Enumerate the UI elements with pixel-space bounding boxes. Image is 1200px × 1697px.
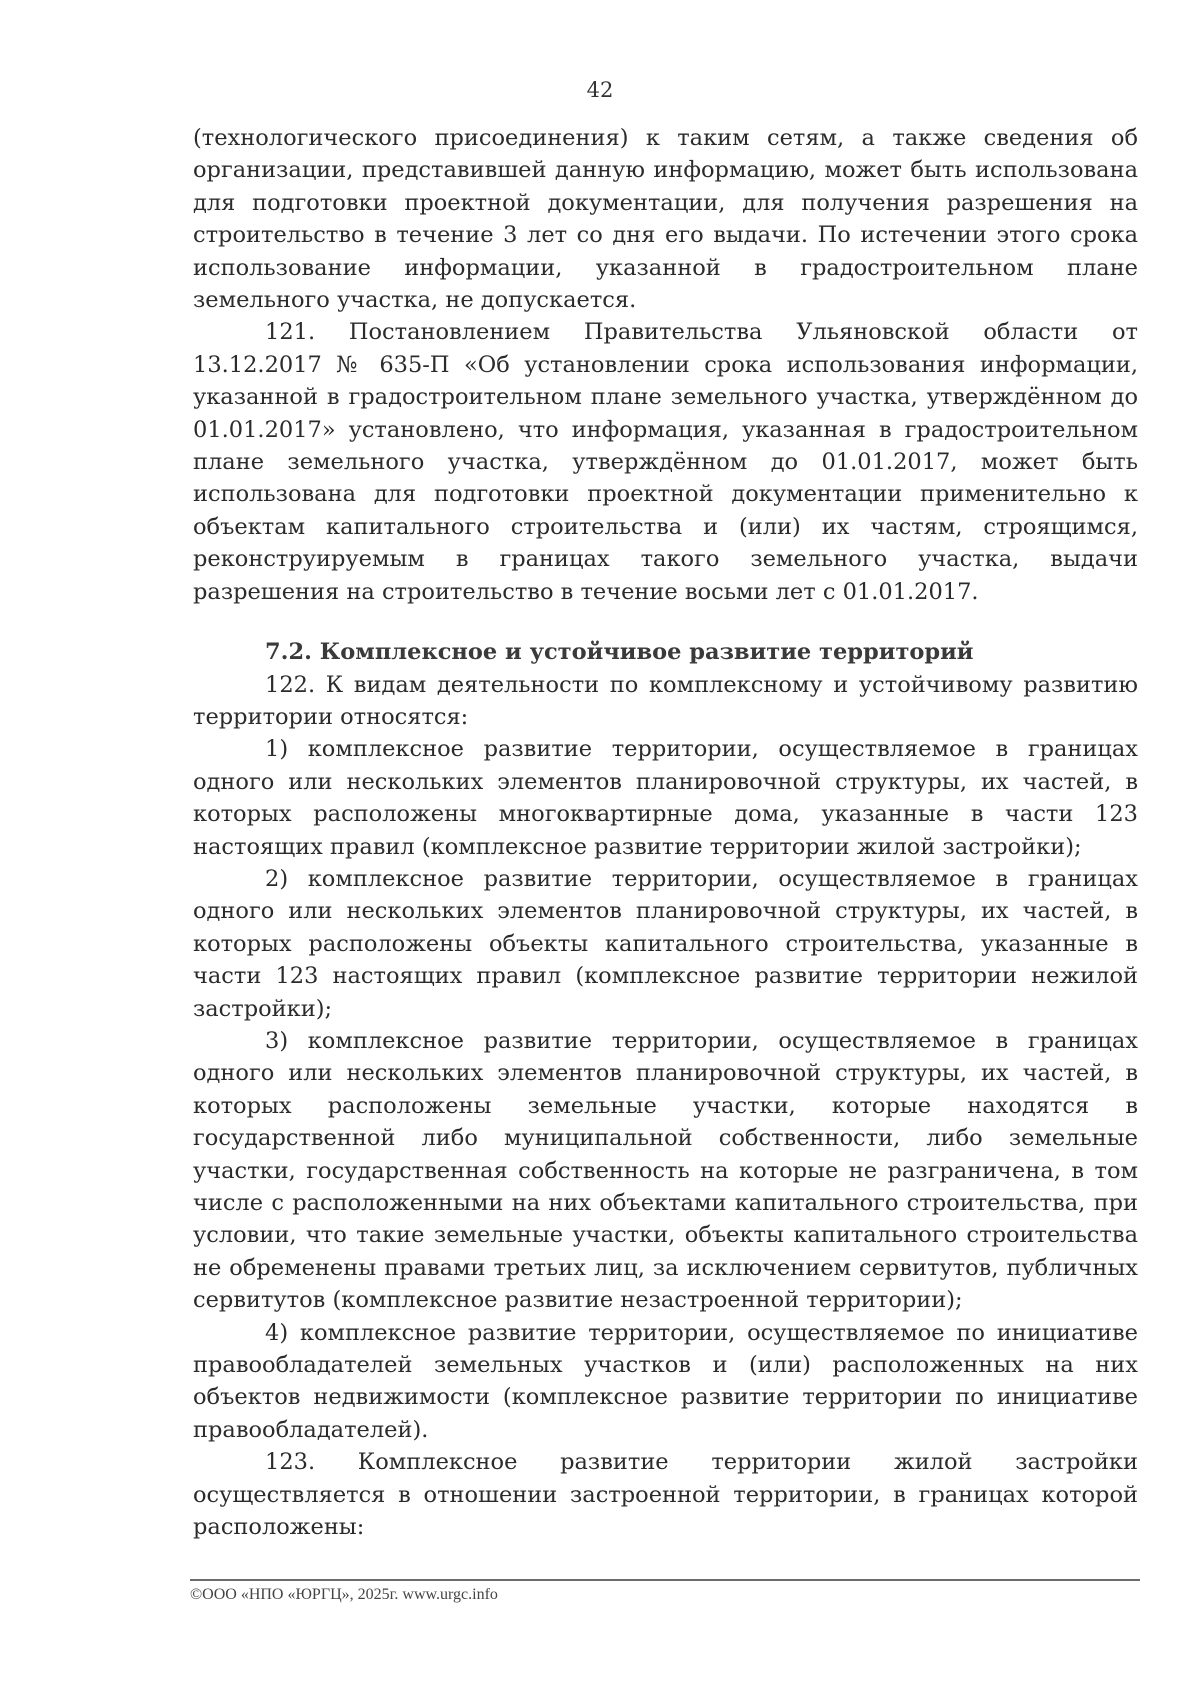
- page-number: 42: [586, 78, 614, 102]
- paragraph-123: 123. Комплексное развитие территории жилой застройки осуществляется в отношении застроенной территории, в границах которой расположены:: [193, 1449, 1138, 1541]
- list-item-2: 2) комплексное развитие территории, осуществляемое в границах одного или нескольких элементов планировочной структуры, их частей, в которых расположены объекты капитального строительства, указанные в части 123 настоящих правил (комплексное развитие территории нежилой застройки);: [193, 865, 1138, 1022]
- document-body: [193, 122, 1138, 1543]
- section-heading-7-2: 7.2. Комплексное и устойчивое развитие территорий: [265, 639, 974, 666]
- paragraph-continuation: (технологического присоединения) к таким сетям, а также сведения об организации, представившей данную информацию, может быть использована для подготовки проектной документации, для получения разрешения на строительство в течение 3 лет со дня его выдачи. По истечении этого срока использование информации, указанной в градостроительном плане земельного участка, не допускается.: [193, 125, 1138, 314]
- list-item-3: 3) комплексное развитие территории, осуществляемое в границах одного или нескольких элементов планировочной структуры, их частей, в которых расположены земельные участки, которые находятся в государственной либо муниципальной собственности, либо земельные участки, государственная собственность на которые не разграничена, в том числе с расположенными на них объектами капитального строительства, при условии, что такие земельные участки, объекты капитального строительства не обременены правами третьих лиц, за исключением сервитутов, публичных сервитутов (комплексное развитие незастроенной территории);: [193, 1027, 1138, 1314]
- footer-copyright: ©ООО «НПО «ЮРГЦ», 2025г. www.urgc.info: [190, 1586, 498, 1603]
- footer-divider: [190, 1579, 1140, 1581]
- list-item-1: 1) комплексное развитие территории, осуществляемое в границах одного или нескольких элементов планировочной структуры, их частей, в которых расположены многоквартирные дома, указанные в части 123 настоящих правил (комплексное развитие территории жилой застройки);: [193, 736, 1138, 860]
- paragraph-121: 121. Постановлением Правительства Ульяновской области от 13.12.2017 № 635-П «Об установлении срока использования информации, указанной в градостроительном плане земельного участка, утверждённом до 01.01.2017» установлено, что информация, указанная в градостроительном плане земельного участка, утверждённом до 01.01.2017, может быть использована для подготовки проектной документации применительно к объектам капитального строительства и (или) их частям, строящимся, реконструируемым в границах такого земельного участка, выдачи разрешения на строительство в течение восьми лет с 01.01.2017.: [193, 319, 1138, 605]
- list-item-4: 4) комплексное развитие территории, осуществляемое по инициативе правообладателей земельных участков и (или) расположенных на них объектов недвижимости (комплексное развитие территории по инициативе правообладателей).: [193, 1319, 1138, 1443]
- paragraph-122: 122. К видам деятельности по комплексному и устойчивому развитию территории относятся:: [193, 671, 1138, 730]
